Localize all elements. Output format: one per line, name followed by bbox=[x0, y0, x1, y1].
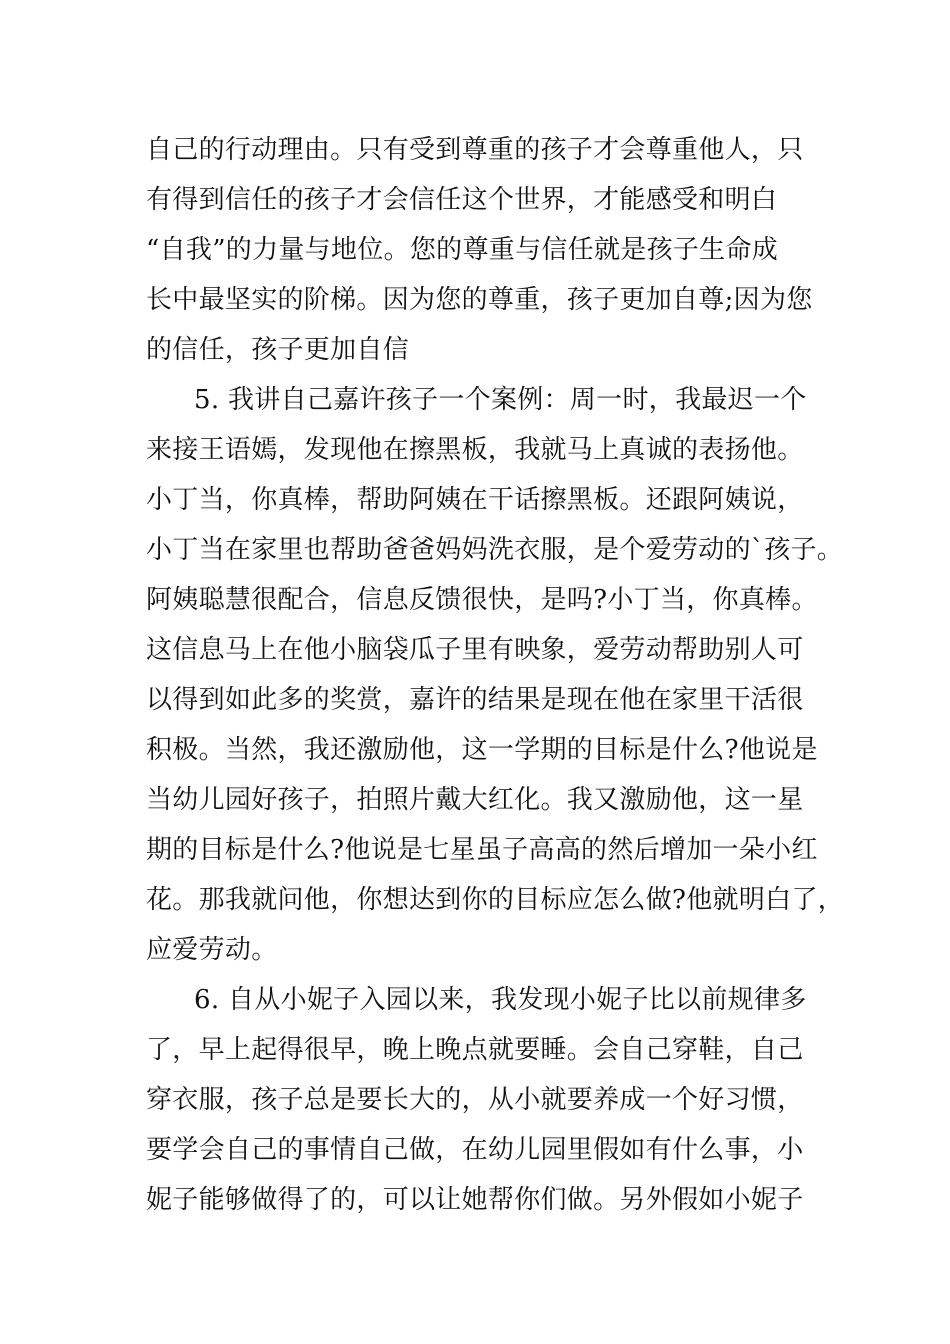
text-line: 有得到信任的孩子才会信任这个世界，才能感受和明白 bbox=[146, 185, 778, 215]
text-line: 要学会自己的事情自己做，在幼儿园里假如有什么事，小 bbox=[146, 1135, 804, 1165]
text-line: 当幼儿园好孩子，拍照片戴大红化。我又激励他，这一星 bbox=[146, 785, 804, 815]
text-line: 应爱劳动。 bbox=[146, 935, 278, 965]
text-line: 期的目标是什么?他说是七星虽子高高的然后增加一朵小红 bbox=[146, 835, 818, 865]
text-line: 花。那我就问他，你想达到你的目标应怎么做?他就明白了， bbox=[146, 885, 845, 915]
text-line: 5. 我讲自己嘉许孩子一个案例：周一时，我最迟一个 bbox=[194, 385, 807, 415]
text-line: 自己的行动理由。只有受到尊重的孩子才会尊重他人，只 bbox=[146, 135, 804, 165]
text-line: 这信息马上在他小脑袋瓜子里有映象，爱劳动帮助别人可 bbox=[146, 635, 804, 665]
text-line: “自我”的力量与地位。您的尊重与信任就是孩子生命成 bbox=[146, 235, 779, 265]
text-line: 妮子能够做得了的，可以让她帮你们做。另外假如小妮子 bbox=[146, 1185, 804, 1215]
text-line: 来接王语嫣，发现他在擦黑板，我就马上真诚的表扬他。 bbox=[146, 435, 804, 465]
text-line: 小丁当在家里也帮助爸爸妈妈洗衣服，是个爱劳动的`孩子。 bbox=[146, 535, 844, 565]
text-line: 阿姨聪慧很配合，信息反馈很快，是吗?小丁当，你真棒。 bbox=[146, 585, 818, 615]
text-line: 以得到如此多的奖赏，嘉许的结果是现在他在家里干活很 bbox=[146, 685, 804, 715]
text-line: 的信任，孩子更加自信 bbox=[146, 335, 410, 365]
text-line: 6. 自从小妮子入园以来，我发现小妮子比以前规律多 bbox=[194, 985, 807, 1015]
text-line: 穿衣服，孩子总是要长大的，从小就要养成一个好习惯， bbox=[146, 1085, 804, 1115]
text-line: 了，早上起得很早，晚上晚点就要睡。会自己穿鞋，自己 bbox=[146, 1035, 804, 1065]
text-line: 积极。当然，我还激励他，这一学期的目标是什么?他说是 bbox=[146, 735, 818, 765]
text-line: 小丁当，你真棒，帮助阿姨在干话擦黑板。还跟阿姨说， bbox=[146, 485, 804, 515]
text-line: 长中最坚实的阶梯。因为您的尊重，孩子更加自尊;因为您 bbox=[146, 285, 813, 315]
